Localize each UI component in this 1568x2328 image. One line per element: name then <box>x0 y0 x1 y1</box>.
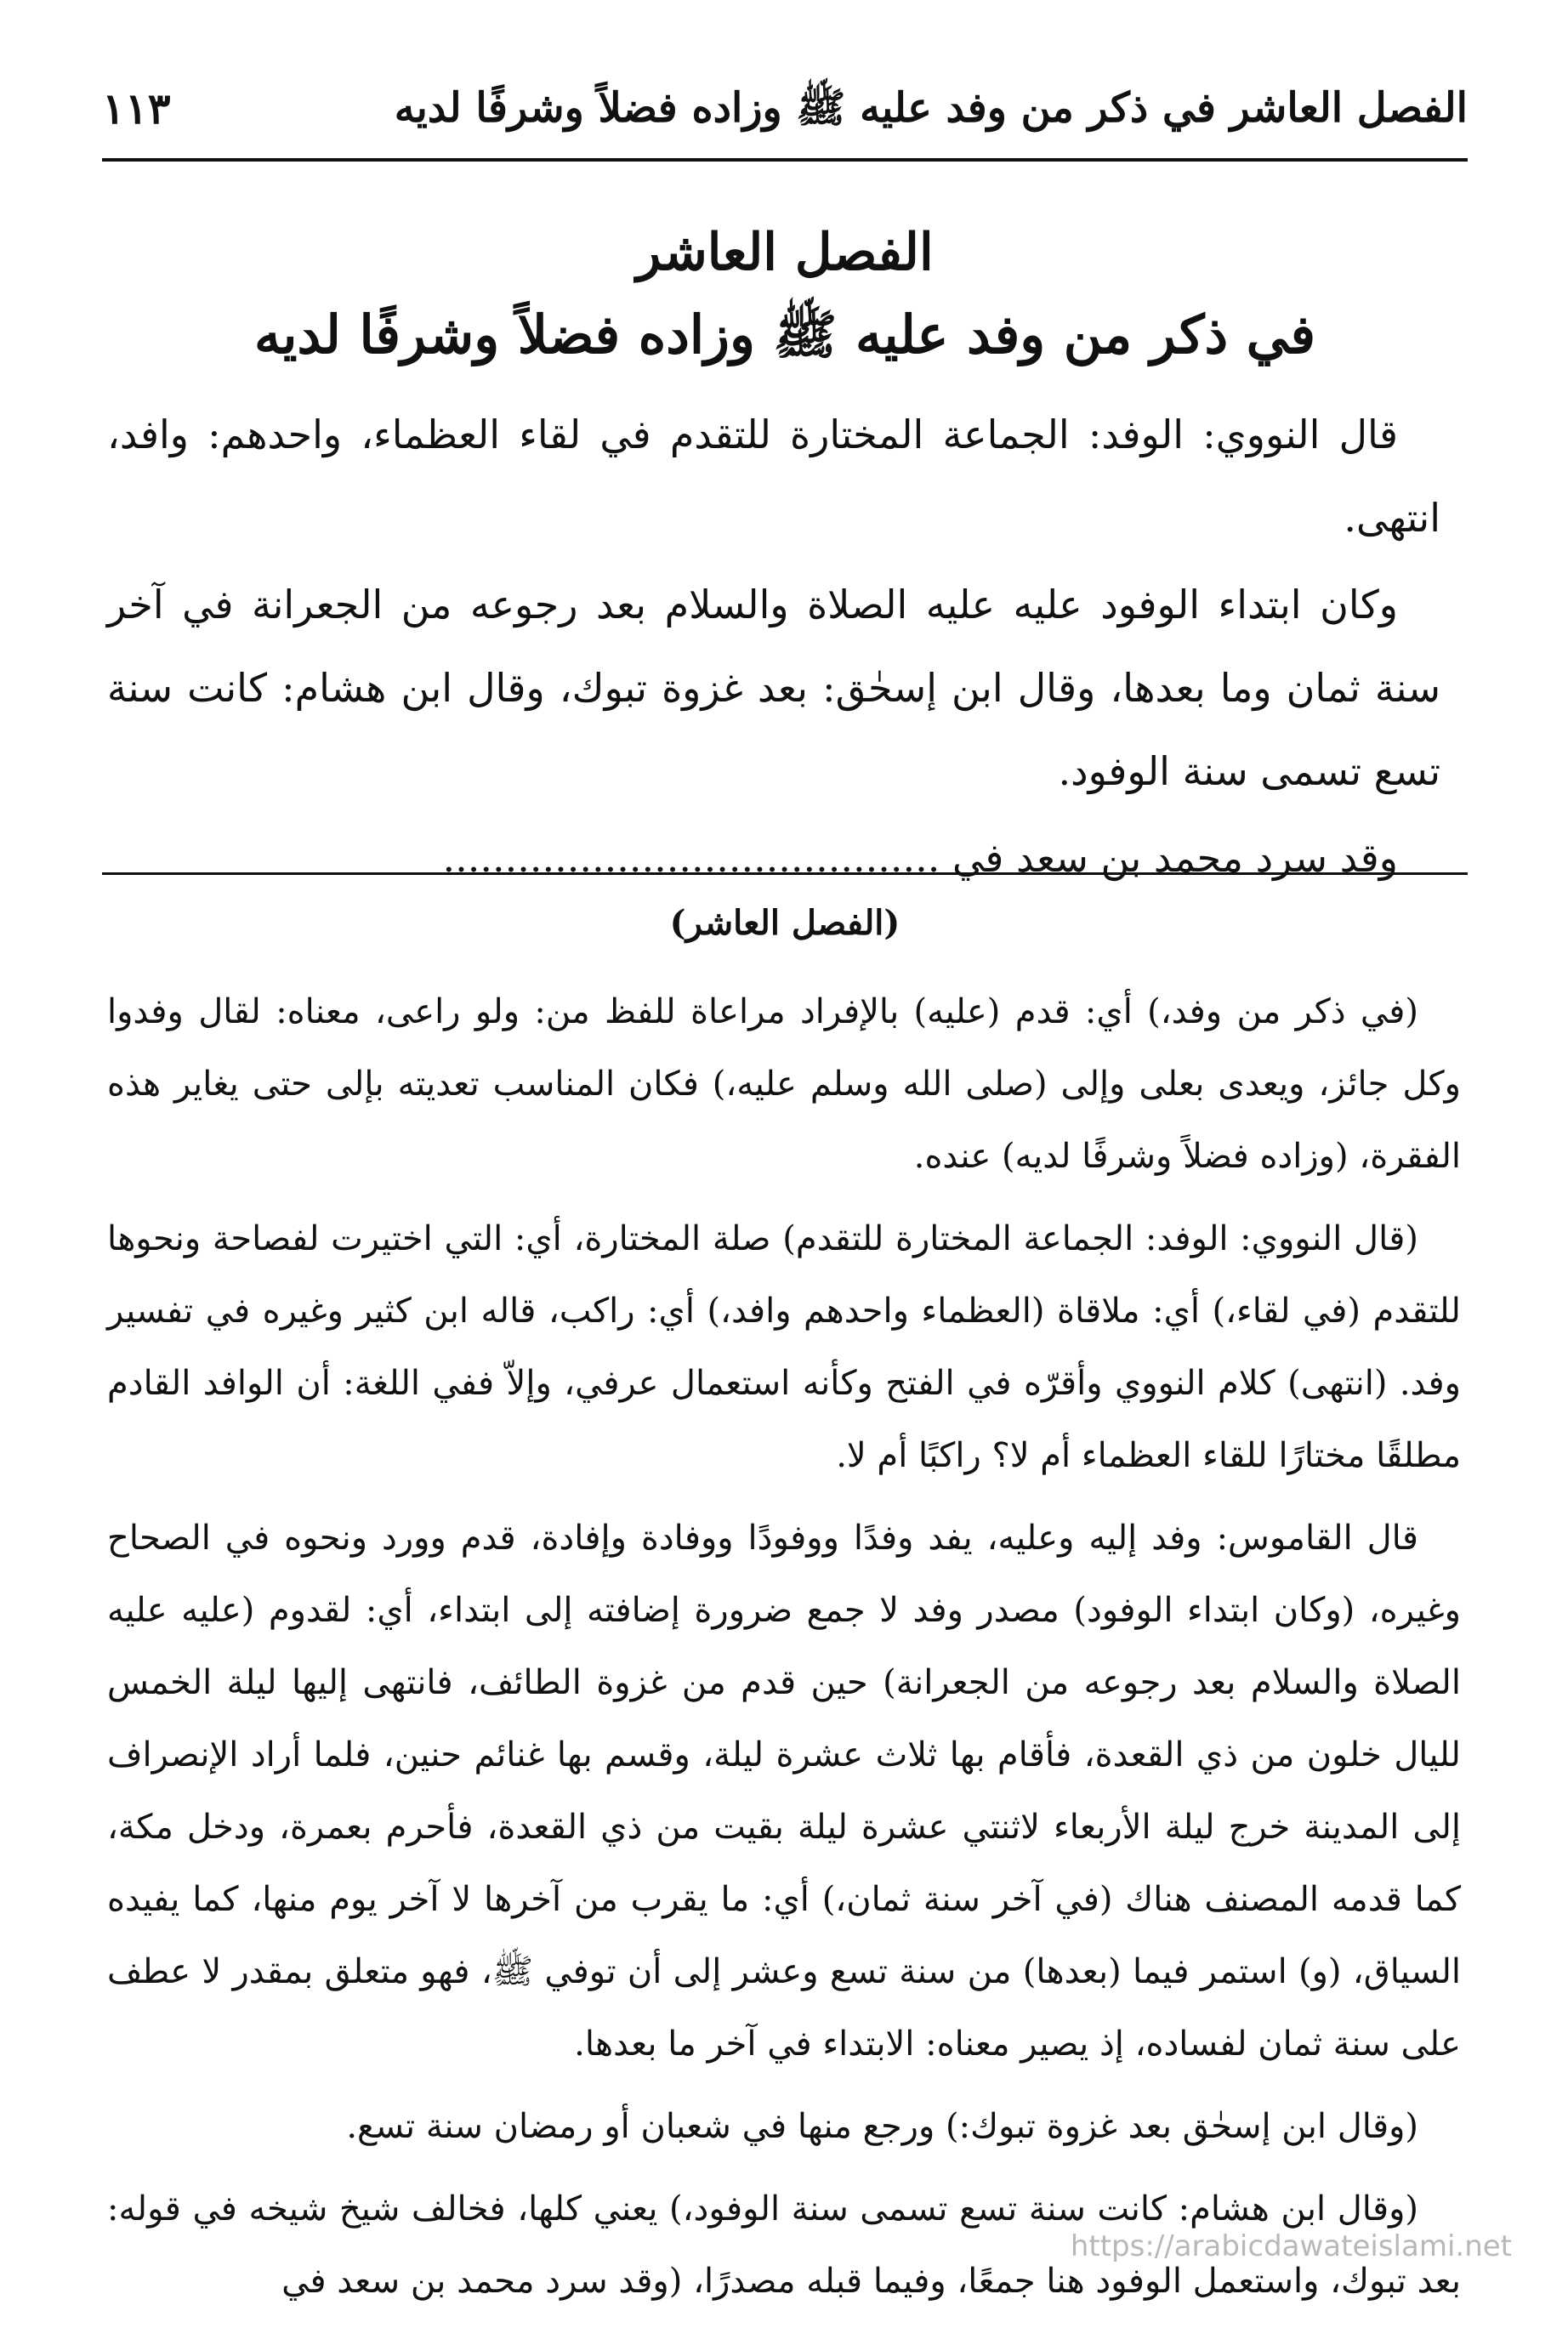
commentary-paragraph: (وقال ابن هشام: كانت سنة تسع تسمى سنة الوفود،) يعني كلها، فخالف شيخ شيخه في قوله: بعد تبوك، واستعمل الوفود هنا جمعًا، وفيما قبله مصدرًا، (وقد سرد محمد بن سعد في <box>107 2189 1461 2301</box>
commentary-title: (الفصل العاشر) <box>669 903 900 943</box>
main-paragraph: وكان ابتداء الوفود عليه عليه الصلاة والسلام بعد رجوعه من الجعرانة في آخر سنة ثمان وما بعدها، وقال ابن إسحٰق: بعد غزوة تبوك، وقال ابن هشام: كانت سنة تسع تسمى سنة الوفود. <box>107 582 1440 794</box>
watermark-url: https://arabicdawateislami.net <box>1070 2229 1512 2263</box>
page-header <box>102 75 1468 151</box>
commentary-paragraph: (وقال ابن إسحٰق بعد غزوة تبوك:) ورجع منها في شعبان أو رمضان سنة تسع. <box>346 2107 1418 2146</box>
commentary <box>107 976 1461 2328</box>
commentary-divider <box>102 872 1468 875</box>
page-number: ١١٣ <box>102 83 171 133</box>
header-divider <box>102 158 1468 162</box>
continuation-dots: ........................................ <box>442 835 940 881</box>
main-paragraph: قال النووي: الوفد: الجماعة المختارة للتقدم في لقاء العظماء، واحدهم: وافد، انتهى. <box>107 412 1440 541</box>
commentary-paragraph: (في ذكر من وفد،) أي: قدم (عليه) بالإفراد مراعاة للفظ من: ولو راعى، معناه: لقال وفدوا وكل جائز، ويعدى بعلى وإلى (صلى الله وسلم عليه،) فكان المناسب تعديته بإلى حتى يغاير هذه الفقرة، (وزاده فضلاً وشرفًا لديه) عنده. <box>107 992 1461 1176</box>
chapter-subtitle: في ذكر من وفد عليه ﷺ وزاده فضلاً وشرفًا لديه <box>254 304 1315 366</box>
commentary-paragraph: قال القاموس: وفد إليه وعليه، يفد وفدًا ووفودًا ووفادة وإفادة، قدم وورد ونحوه في الصحاح وغيره، (وكان ابتداء الوفود) مصدر وفد لا جمع ضرورة إضافته إلى ابتداء، أي: لقدوم (عليه عليه الصلاة والسلام بعد رجوعه من الجعرانة) حين قدم من غزوة الطائف، فانتهى إليها ليلة الخمس لليال خلون من ذي القعدة، فأقام بها ثلاث عشرة ليلة، وقسم بها غنائم حنين، فلما أراد الإنصراف إلى المدينة خرج ليلة الأربعاء لاثنتي عشرة ليلة بقيت من ذي القعدة، فأحرم بعمرة، ودخل مكة، كما قدمه المصنف هناك (في آخر سنة ثمان،) أي: ما يقرب من آخرها لا آخر يوم منها، كما يفيده السياق، (و) استمر فيما (بعدها) من سنة تسع وعشر إلى أن توفي ﷺ، فهو متعلق بمقدر لا عطف على سنة ثمان لفساده، إذ يصير معناه: الابتداء في آخر ما بعدها. <box>107 1519 1461 2064</box>
main-paragraph-continued <box>107 816 1440 900</box>
chapter-heading: الفصل العاشر <box>636 223 934 282</box>
main-paragraph-text: وقد سرد محمد بن سعد في <box>952 835 1398 881</box>
main-text <box>107 393 1440 903</box>
running-title: الفصل العاشر في ذكر من وفد عليه ﷺ وزاده فضلاً وشرفًا لديه <box>394 84 1468 132</box>
commentary-paragraph: (قال النووي: الوفد: الجماعة المختارة للتقدم) صلة المختارة، أي: التي اختيرت لفصاحة ونحوها للتقدم (في لقاء،) أي: ملاقاة (العظماء واحدهم وافد،) أي: راكب، قاله ابن كثير وغيره في تفسير وفد. (انتهى) كلام النووي وأقرّه في الفتح وكأنه استعمال عرفي، وإلاّ ففي اللغة: أن الوافد القادم مطلقًا مختارًا للقاء العظماء أم لا؟ راكبًا أم لا. <box>107 1219 1461 1475</box>
